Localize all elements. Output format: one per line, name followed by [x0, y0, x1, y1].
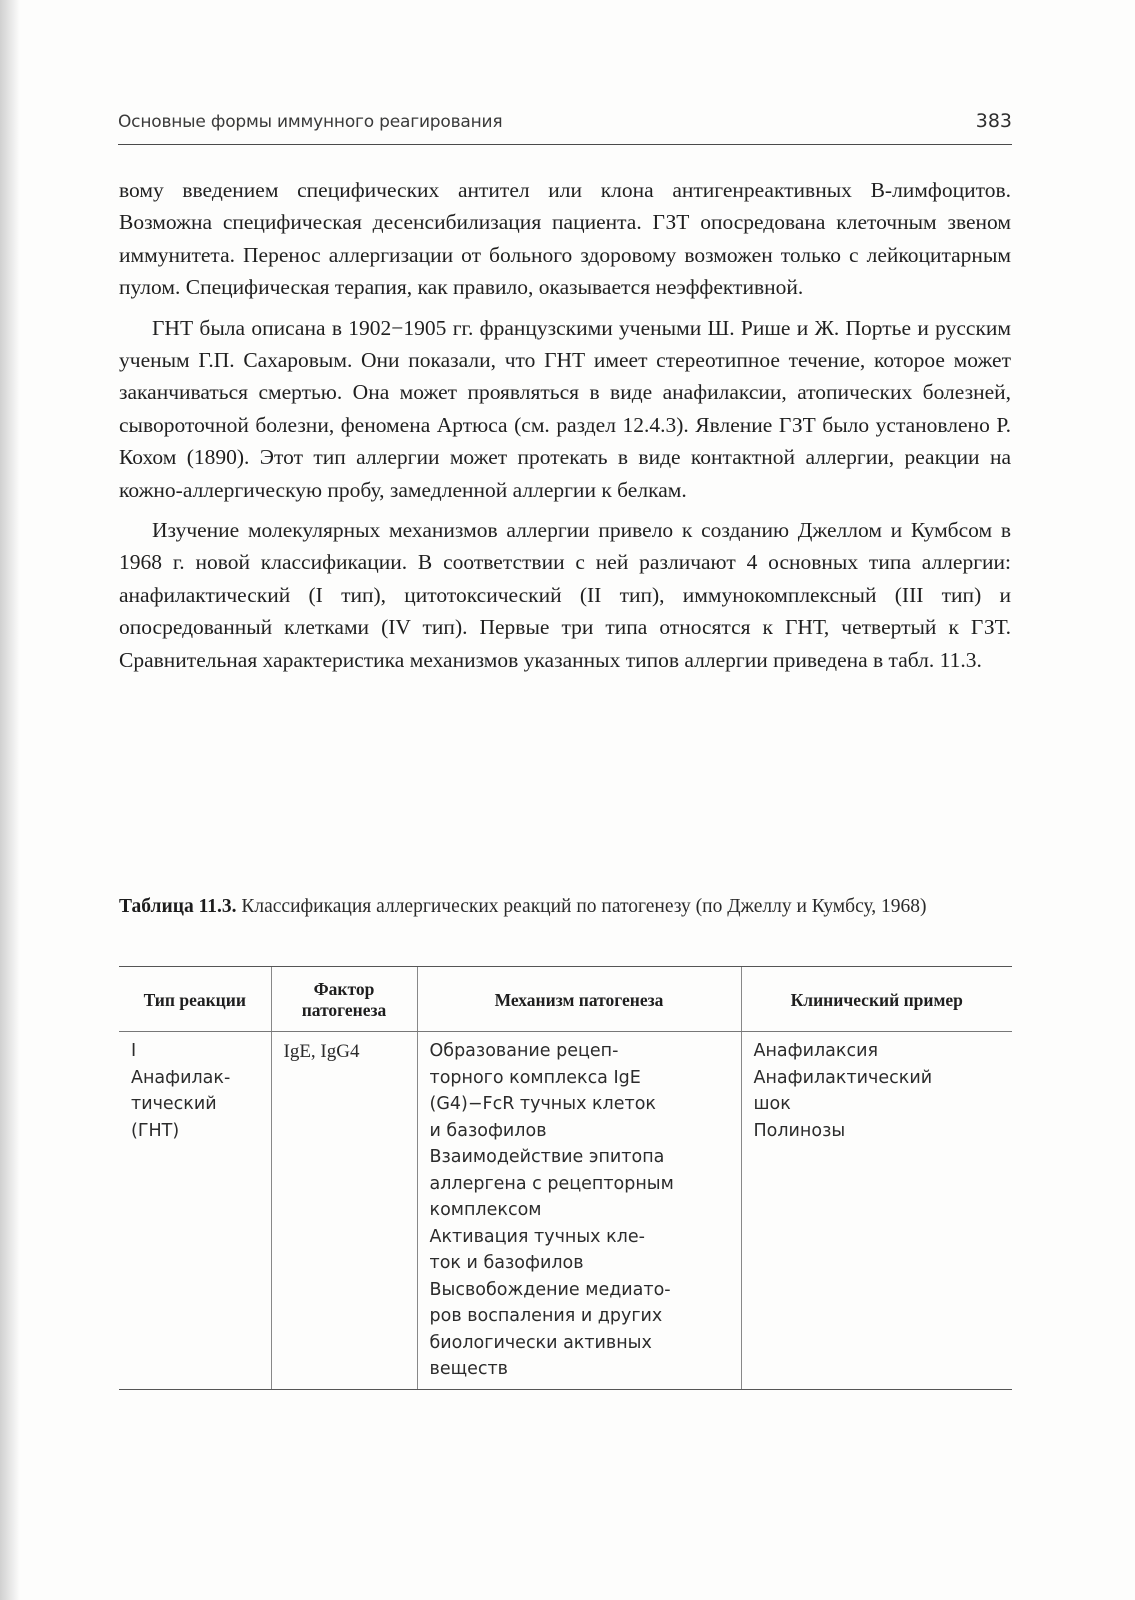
cell-mechanism-line: комплексом [429, 1200, 542, 1220]
cell-factor: IgE, IgG4 [271, 1032, 417, 1390]
page-number: 383 [975, 110, 1012, 132]
running-head [118, 110, 1012, 145]
cell-mechanism-line: аллергена с рецепторным [429, 1173, 674, 1194]
table-header-row [119, 967, 1012, 1032]
paragraph-1: вому введением специфических антител или клона антигенреактивных В-лимфоцитов. Возможна специфическая десенсибилизация пациента. ГЗТ опосредована клеточным звеном иммунитета. Перенос аллергизации от больного здоровому возможен только с лейкоцитарным пулом. Специфическая терапия, как правило, оказывается неэффективной. [119, 178, 1011, 300]
cell-mechanism-line: Активация тучных кле- [429, 1226, 645, 1247]
table-caption-text: Классификация аллергических реакций по патогенезу (по Джеллу и Кумбсу, 1968) [241, 896, 927, 917]
paragraph-2: ГНТ была описана в 1902−1905 гг. французскими учеными Ш. Рише и Ж. Портье и русским ученым Г.П. Сахаровым. Они показали, что ГНТ имеет стереотипное течение, которое может заканчиваться смертью. Она может проявляться в виде анафилаксии, атопических болезней, сывороточной болезни, феномена Артюса (см. раздел 12.4.3). Явление ГЗТ было установлено Р. Кохом (1890). Этот тип аллергии может протекать в виде контактной аллергии, реакции на кожно-аллергическую пробу, замедленной аллергии к белкам. [119, 315, 1011, 502]
cell-mechanism [417, 1032, 741, 1390]
cell-example [741, 1032, 1012, 1390]
header-example: Клинический пример [741, 967, 1012, 1032]
paragraph-3: Изучение молекулярных механизмов аллергии привело к созданию Джеллом и Кумбсом в 1968 г. новой классификации. В соответствии с ней различают 4 основных типа аллергии: анафилактический (I тип), цитотоксический (II тип), иммунокомплексный (III тип) и опосредованный клетками (IV тип). Первые три типа относятся к ГНТ, четвертый к ГЗТ. Сравнительная характеристика механизмов указанных типов аллергии приведена в табл. 11.3. [119, 518, 1011, 672]
cell-mechanism-line: торного комплекса IgE [429, 1067, 641, 1088]
header-factor: Фактор патогенеза [271, 967, 417, 1032]
allergy-classification-table [119, 966, 1012, 1390]
table-container [119, 966, 1012, 1390]
cell-mechanism-line: ров воспаления и других [429, 1306, 663, 1326]
table-caption [119, 894, 1011, 920]
cell-mechanism-line: веществ [429, 1359, 508, 1379]
cell-mechanism-line: ток и базофилов [429, 1253, 584, 1273]
cell-type-line: (ГНТ) [131, 1120, 180, 1141]
cell-example-line: шок [753, 1094, 791, 1114]
cell-type-line: I [131, 1041, 137, 1061]
cell-type [119, 1032, 271, 1390]
body-text [119, 174, 1011, 676]
running-head-title: Основные формы иммунного реагирования [118, 112, 503, 132]
table-row [119, 1032, 1012, 1390]
cell-type-line: Анафилак- [131, 1067, 231, 1088]
cell-example-line: Анафилактический [753, 1067, 933, 1088]
cell-mechanism-line: Взаимодействие эпитопа [429, 1147, 665, 1167]
cell-example-line: Полинозы [753, 1120, 846, 1141]
cell-mechanism-line: биологически активных [429, 1332, 652, 1353]
cell-mechanism-line: Высвобождение медиато- [429, 1279, 671, 1300]
cell-type-line: тический [131, 1094, 217, 1114]
header-mechanism: Механизм патогенеза [417, 967, 741, 1032]
header-type: Тип реакции [119, 967, 271, 1032]
cell-mechanism-line: и базофилов [429, 1120, 547, 1141]
cell-mechanism-line: (G4)−FcR тучных клеток [429, 1094, 656, 1114]
table-caption-label: Таблица 11.3. [119, 896, 237, 917]
page-edge-shadow [0, 0, 20, 1600]
cell-mechanism-line: Образование рецеп- [429, 1041, 619, 1061]
cell-example-line: Анафилаксия [753, 1041, 878, 1061]
